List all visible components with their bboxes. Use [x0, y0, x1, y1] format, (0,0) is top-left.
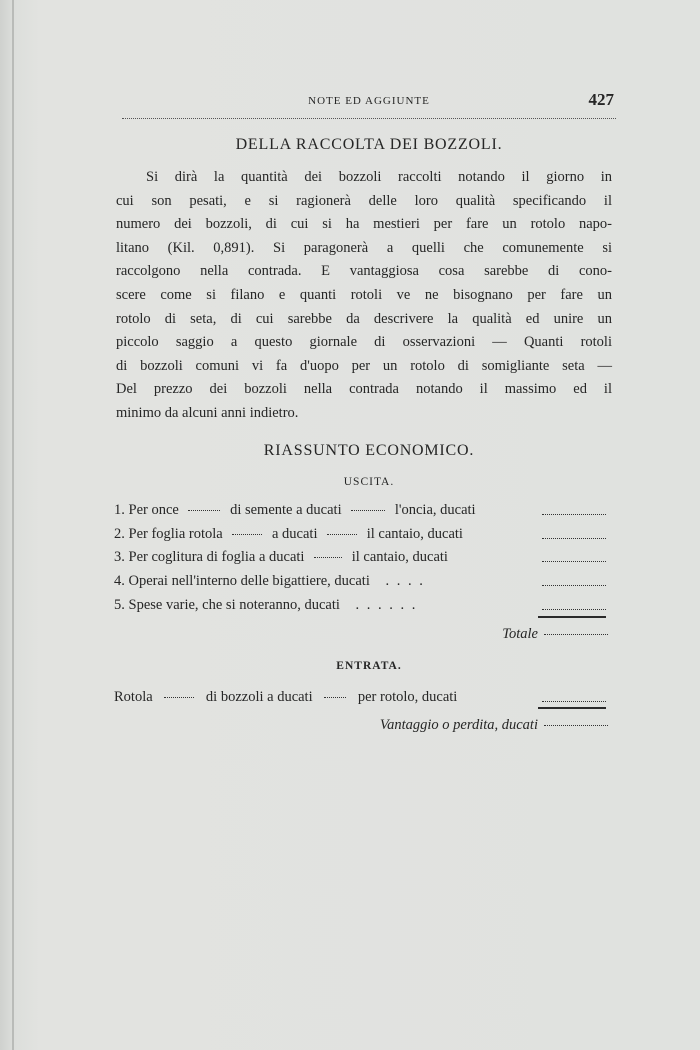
total-row: [114, 626, 608, 643]
blank-dots: [164, 697, 194, 698]
text-line: numero dei bozzoli, di cui si ha mestieri per fare un rotolo napo-: [116, 216, 612, 233]
amount-blank: [542, 514, 606, 515]
leader-dots: . . . .: [385, 573, 425, 589]
page-header: [122, 90, 616, 119]
blank-dots: [327, 534, 357, 535]
section-title-raccolta: DELLA RACCOLTA DEI BOZZOLI.: [235, 136, 503, 153]
row-text: di semente a ducati: [230, 502, 342, 518]
text-line: Si dirà la quantità dei bozzoli raccolti notando il giorno in: [146, 169, 612, 185]
text-line: di bozzoli comuni vi fa d'uopo per un rotolo di somigliante seta —: [116, 357, 612, 374]
row-text: per rotolo, ducati: [357, 689, 458, 705]
uscita-row-2: [114, 526, 614, 548]
amount-blank: [544, 634, 608, 635]
text-line: litano (Kil. 0,891). Si paragonerà a quelli che comunemente si: [116, 239, 612, 256]
sum-rule: [538, 616, 606, 621]
text-line: cui son pesati, e si ragionerà delle loro qualità specificando il: [116, 192, 612, 209]
blank-dots: [351, 510, 385, 511]
row-text: 3. Per coglitura di foglia a ducati: [114, 549, 305, 565]
section-title-riassunto: RIASSUNTO ECONOMICO.: [263, 442, 475, 459]
text-line: rotolo di seta, di cui sarebbe da descrivere la qualità ed unire un: [116, 310, 612, 327]
uscita-row-3: [114, 549, 614, 571]
row-text: a ducati: [271, 526, 318, 542]
uscita-row-4: [114, 573, 614, 595]
blank-dots: [324, 697, 346, 698]
text-line: scere come si filano e quanti rotoli ve ne bisognano per fare un: [116, 286, 612, 303]
row-text: il cantaio, ducati: [351, 549, 448, 565]
sum-rule: [538, 707, 606, 712]
row-text: l'oncia, ducati: [394, 502, 476, 518]
text-line: raccolgono nella contrada. E vantaggiosa cosa sarebbe di cono-: [116, 263, 612, 280]
result-label: Vantaggio o perdita, ducati: [379, 717, 538, 733]
blank-dots: [314, 557, 342, 558]
page-number: 427: [588, 90, 614, 109]
paragraph-raccolta: [116, 166, 612, 426]
text-line: minimo da alcuni anni indietro.: [116, 404, 299, 421]
row-text: il cantaio, ducati: [366, 526, 463, 542]
blank-dots: [232, 534, 262, 535]
total-label: Totale: [502, 626, 538, 642]
uscita-row-1: [114, 502, 614, 524]
amount-blank: [542, 609, 606, 610]
row-text: 1. Per once: [114, 502, 179, 518]
amount-blank: [544, 725, 608, 726]
page-spine-edge: [12, 0, 14, 1050]
amount-blank: [542, 561, 606, 562]
amount-blank: [542, 585, 606, 586]
row-text: 5. Spese varie, che si noteranno, ducati: [114, 597, 340, 613]
row-text: 2. Per foglia rotola: [114, 526, 223, 542]
running-head: NOTE ED AGGIUNTE: [308, 95, 430, 107]
row-text: Rotola: [114, 689, 153, 705]
row-text: 4. Operai nell'interno delle bigattiere, ducati: [114, 573, 370, 589]
amount-blank: [542, 701, 606, 702]
row-text: di bozzoli a ducati: [205, 689, 313, 705]
blank-dots: [188, 510, 220, 511]
leader-dots: . . . . . .: [355, 597, 418, 613]
uscita-heading: USCITA.: [343, 476, 395, 488]
text-line: piccolo saggio a questo giornale di osservazioni — Quanti rotoli: [116, 334, 612, 351]
entrata-heading: ENTRATA.: [336, 660, 402, 672]
result-row: [114, 717, 608, 734]
amount-blank: [542, 538, 606, 539]
text-line: Del prezzo dei bozzoli nella contrada notando il massimo ed il: [116, 381, 612, 398]
